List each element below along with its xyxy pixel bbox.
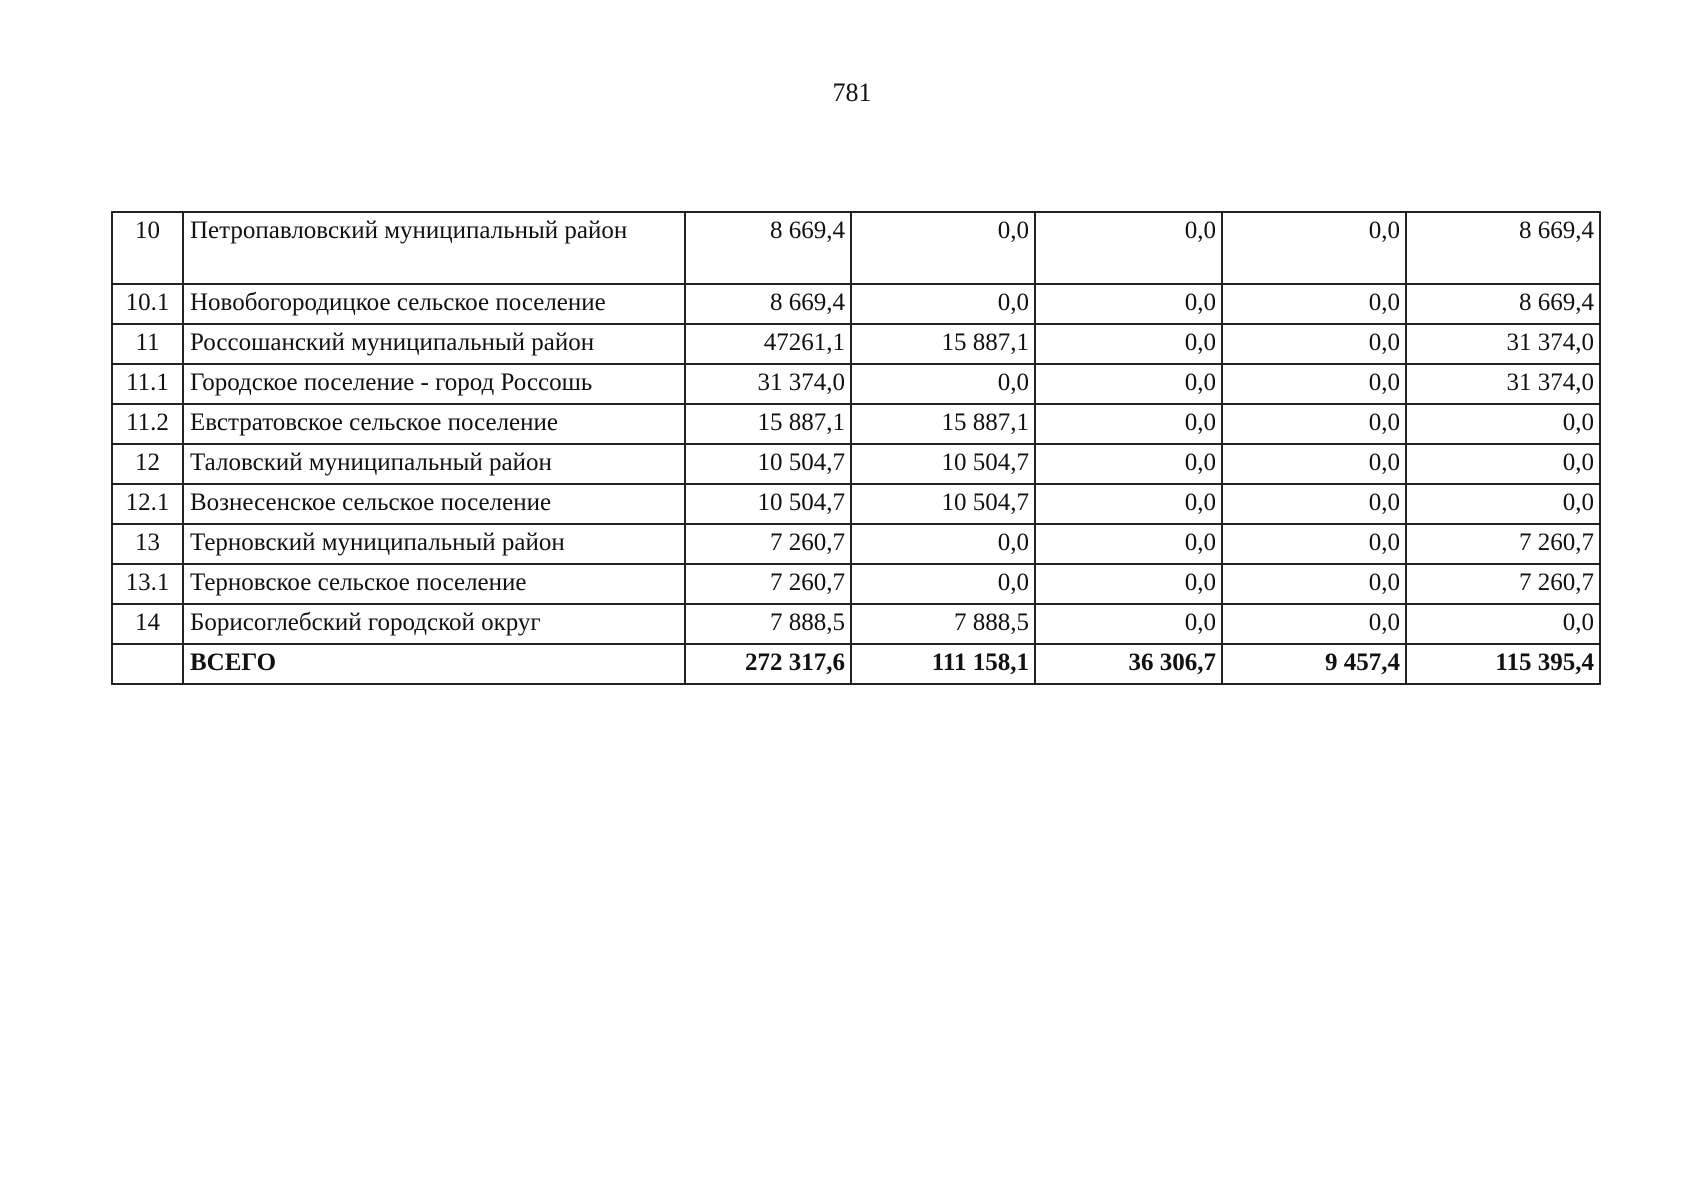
row-value: 8 669,4 [1406, 284, 1600, 324]
row-name: Таловский муниципальный район [183, 444, 685, 484]
row-value: 15 887,1 [851, 404, 1035, 444]
total-number [112, 644, 183, 684]
row-value: 0,0 [1222, 212, 1406, 284]
row-number: 13.1 [112, 564, 183, 604]
table-row [112, 364, 1600, 404]
row-name: Евстратовское сельское поселение [183, 404, 685, 444]
row-value: 0,0 [851, 564, 1035, 604]
row-value: 8 669,4 [685, 284, 851, 324]
total-value: 9 457,4 [1222, 644, 1406, 684]
row-value: 8 669,4 [685, 212, 851, 284]
row-name: Борисоглебский городской округ [183, 604, 685, 644]
row-value: 7 260,7 [1406, 564, 1600, 604]
row-value: 31 374,0 [1406, 324, 1600, 364]
budget-table [111, 211, 1601, 685]
row-value: 15 887,1 [685, 404, 851, 444]
row-value: 7 260,7 [685, 564, 851, 604]
row-name: Россошанский муниципальный район [183, 324, 685, 364]
table-row [112, 212, 1600, 284]
row-number: 10 [112, 212, 183, 284]
total-label: ВСЕГО [183, 644, 685, 684]
row-value: 0,0 [1035, 444, 1222, 484]
total-value: 115 395,4 [1406, 644, 1600, 684]
row-value: 0,0 [1035, 324, 1222, 364]
total-value: 111 158,1 [851, 644, 1035, 684]
row-value: 7 260,7 [685, 524, 851, 564]
row-value: 10 504,7 [685, 444, 851, 484]
row-value: 31 374,0 [685, 364, 851, 404]
row-value: 0,0 [1035, 212, 1222, 284]
total-value: 272 317,6 [685, 644, 851, 684]
table-row [112, 444, 1600, 484]
table-row [112, 404, 1600, 444]
row-value: 0,0 [1035, 284, 1222, 324]
total-row [112, 644, 1600, 684]
row-value: 10 504,7 [851, 444, 1035, 484]
row-number: 13 [112, 524, 183, 564]
table-row [112, 524, 1600, 564]
row-number: 11 [112, 324, 183, 364]
row-value: 0,0 [1406, 404, 1600, 444]
row-number: 11.1 [112, 364, 183, 404]
row-value: 0,0 [1222, 284, 1406, 324]
page-number: 781 [832, 78, 872, 107]
row-value: 0,0 [1222, 484, 1406, 524]
row-value: 0,0 [1406, 604, 1600, 644]
row-name: Новобогородицкое сельское поселение [183, 284, 685, 324]
row-value: 0,0 [1035, 404, 1222, 444]
row-value: 0,0 [1035, 524, 1222, 564]
row-value: 31 374,0 [1406, 364, 1600, 404]
table-row [112, 604, 1600, 644]
row-value: 0,0 [1222, 564, 1406, 604]
row-value: 7 260,7 [1406, 524, 1600, 564]
row-name: Петропавловский муниципальный район [183, 212, 685, 284]
row-value: 0,0 [1222, 404, 1406, 444]
row-value: 47261,1 [685, 324, 851, 364]
row-number: 11.2 [112, 404, 183, 444]
table-row [112, 484, 1600, 524]
row-number: 12.1 [112, 484, 183, 524]
row-value: 0,0 [1222, 324, 1406, 364]
row-value: 10 504,7 [851, 484, 1035, 524]
row-name: Терновский муниципальный район [183, 524, 685, 564]
row-value: 0,0 [1222, 444, 1406, 484]
table-row [112, 564, 1600, 604]
row-value: 0,0 [1222, 524, 1406, 564]
row-value: 0,0 [851, 284, 1035, 324]
row-number: 14 [112, 604, 183, 644]
row-name: Городское поселение - город Россошь [183, 364, 685, 404]
total-value: 36 306,7 [1035, 644, 1222, 684]
row-number: 12 [112, 444, 183, 484]
row-value: 7 888,5 [685, 604, 851, 644]
row-value: 0,0 [1406, 444, 1600, 484]
table-row [112, 284, 1600, 324]
row-value: 0,0 [851, 364, 1035, 404]
row-name: Вознесенское сельское поселение [183, 484, 685, 524]
row-value: 0,0 [1035, 564, 1222, 604]
row-name: Терновское сельское поселение [183, 564, 685, 604]
row-value: 8 669,4 [1406, 212, 1600, 284]
row-value: 0,0 [851, 524, 1035, 564]
row-value: 0,0 [851, 212, 1035, 284]
row-value: 7 888,5 [851, 604, 1035, 644]
row-value: 0,0 [1035, 604, 1222, 644]
table-row [112, 324, 1600, 364]
row-value: 0,0 [1222, 364, 1406, 404]
row-value: 10 504,7 [685, 484, 851, 524]
row-value: 15 887,1 [851, 324, 1035, 364]
row-number: 10.1 [112, 284, 183, 324]
row-value: 0,0 [1035, 484, 1222, 524]
row-value: 0,0 [1406, 484, 1600, 524]
row-value: 0,0 [1222, 604, 1406, 644]
row-value: 0,0 [1035, 364, 1222, 404]
